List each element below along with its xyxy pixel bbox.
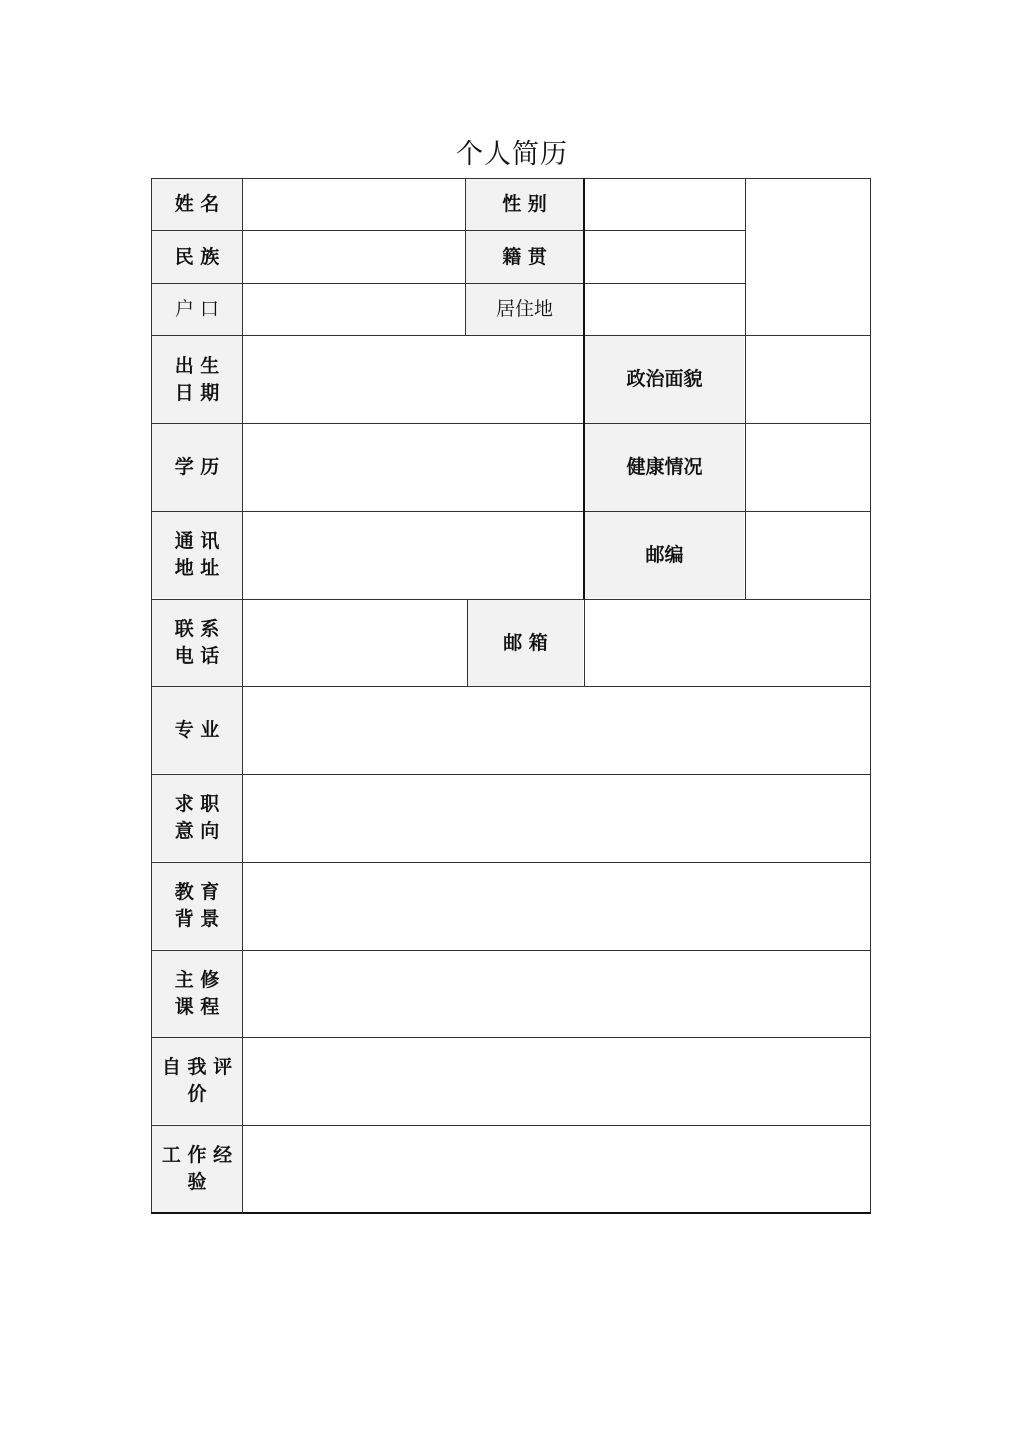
label-email: 邮 箱 xyxy=(468,600,583,686)
label-gender: 性 别 xyxy=(466,179,583,230)
grid-line xyxy=(151,950,871,951)
label-health: 健康情况 xyxy=(585,424,744,511)
grid-line xyxy=(151,511,871,512)
label-household: 户 口 xyxy=(152,284,242,335)
grid-line xyxy=(151,774,871,775)
label-job-intention: 求 职 意 向 xyxy=(152,775,242,861)
grid-line xyxy=(584,599,585,686)
label-name: 姓 名 xyxy=(152,179,242,230)
label-self-evaluation: 自 我 评 价 xyxy=(152,1038,242,1124)
table-frame xyxy=(151,178,871,1214)
label-ethnicity: 民 族 xyxy=(152,231,242,283)
label-political-status: 政治面貌 xyxy=(585,336,744,423)
grid-line xyxy=(745,178,746,599)
grid-line xyxy=(151,1125,871,1126)
label-main-courses: 主 修 课 程 xyxy=(152,951,242,1037)
label-address: 通 讯 地 址 xyxy=(152,512,242,598)
grid-line xyxy=(467,599,468,686)
grid-line xyxy=(151,283,746,284)
grid-line xyxy=(242,178,243,1214)
grid-line xyxy=(151,230,746,231)
grid-line xyxy=(151,1037,871,1038)
page-title: 个人简历 xyxy=(456,139,568,170)
label-work-experience: 工 作 经 验 xyxy=(152,1126,242,1212)
label-education-background: 教 育 背 景 xyxy=(152,863,242,949)
grid-line xyxy=(151,599,871,600)
grid-line xyxy=(151,686,871,687)
label-major: 专 业 xyxy=(152,687,242,773)
label-birth-date: 出 生 日 期 xyxy=(152,336,242,423)
grid-line xyxy=(583,178,585,599)
grid-line xyxy=(151,423,871,424)
grid-line xyxy=(465,178,466,335)
grid-line xyxy=(151,335,871,336)
label-postcode: 邮编 xyxy=(585,512,744,598)
label-residence: 居住地 xyxy=(466,284,583,335)
label-phone: 联 系 电 话 xyxy=(152,600,242,686)
label-education: 学 历 xyxy=(152,424,242,511)
grid-line xyxy=(151,862,871,863)
label-native-place: 籍 贯 xyxy=(466,231,583,283)
